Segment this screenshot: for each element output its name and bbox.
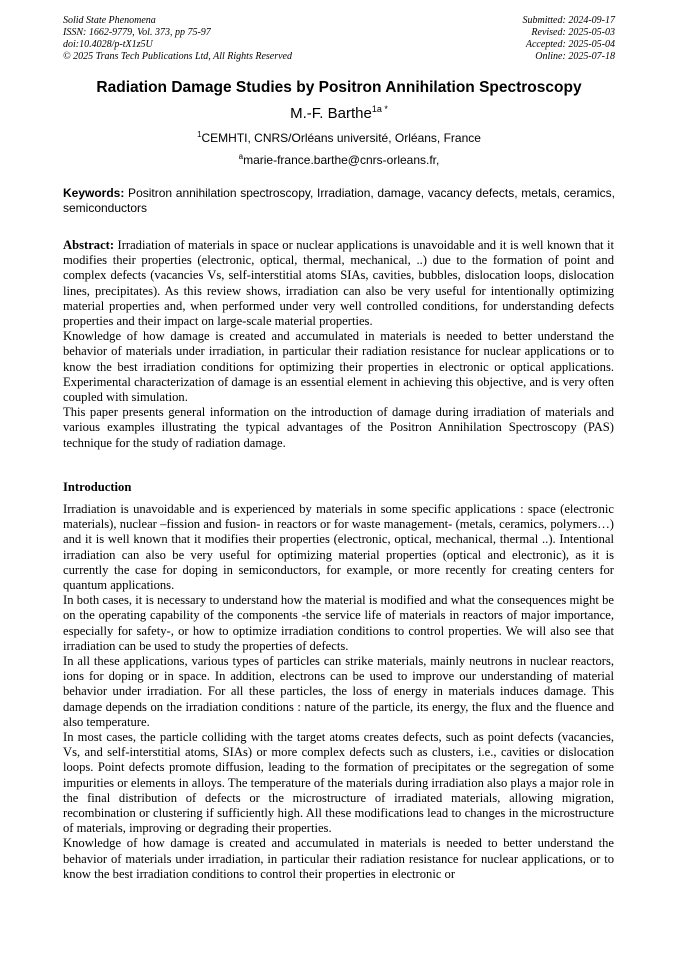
keywords-text: Positron annihilation spectroscopy, Irradiation, damage, vacancy defects, metals, ceramics, semiconductors <box>63 186 615 215</box>
doi: doi:10.4028/p-tX1z5U <box>63 39 153 50</box>
issn-volume: ISSN: 1662-9779, Vol. 373, pp 75-97 <box>63 27 211 38</box>
body-paragraph: In both cases, it is necessary to understand how the material is modified and what the consequences might be on the operating capability of the components -the service life of materials in reactors of major importance, especially for safety-, or how to optimize irradiation conditions to control properties. We will also see that irradiation can be used to study the properties of defects. <box>63 593 614 653</box>
publication-dates <box>523 15 616 63</box>
author-email <box>63 153 615 167</box>
journal-name: Solid State Phenomena <box>63 15 156 26</box>
revised-date: Revised: 2025-05-03 <box>531 27 615 38</box>
body-paragraph: Irradiation is unavoidable and is experienced by materials in some specific applications : space (electronic materials), nuclear –fission and fusion- in reactors or for waste management- (metals, ceramics, polymers…) and it is well known that it modifies their properties (electronic, optical, mechanical, thermal ..). Intentional irradiation can also be very useful for optimizing material properties (optical and electronic), as it is currently the case for doping in semiconductors, for example, or more recently for creating centers for quantum applications. <box>63 502 614 593</box>
accepted-date: Accepted: 2025-05-04 <box>525 39 615 50</box>
section-heading-introduction: Introduction <box>63 480 132 494</box>
paper-title: Radiation Damage Studies by Positron Annihilation Spectroscopy <box>96 79 582 96</box>
email-address[interactable]: marie-france.barthe@cnrs-orleans.fr, <box>243 153 440 167</box>
affiliation-text: CEMHTI, CNRS/Orléans université, Orléans, France <box>201 131 481 145</box>
body-paragraph: In all these applications, various types of particles can strike materials, mainly neutrons in nuclear reactors, ions for doping or in space. In addition, electrons can be used to improve our understanding of material behavior under irradiation. For all these particles, the loss of energy in materials induces damage. This damage depends on the irradiation conditions : nature of the particle, its energy, the flux and the fluence and also temperature. <box>63 654 614 729</box>
author-superscript: 1a * <box>371 104 388 114</box>
email-superscript: a <box>238 152 244 161</box>
keywords <box>63 186 615 216</box>
online-date: Online: 2025-07-18 <box>535 51 615 62</box>
keywords-label: Keywords: <box>63 186 125 200</box>
affiliation <box>63 131 615 145</box>
copyright: © 2025 Trans Tech Publications Ltd, All Rights Reserved <box>63 51 292 62</box>
affiliation-superscript: 1 <box>197 130 202 139</box>
abstract-paragraph <box>63 238 614 329</box>
author-line <box>63 104 615 122</box>
introduction-body <box>63 502 614 882</box>
body-paragraph: In most cases, the particle colliding with the target atoms creates defects, such as point defects (vacancies, Vs, and self-interstitial atoms, SIAs) or more complex defects such as clusters, i.e., cavities or dislocation loops. Point defects promote diffusion, leading to the formation of precipitates or the segregation of some impurities or elements in alloys. The temperature of the materials during irradiation also plays a major role in the final distribution of defects or the microstructure of irradiated materials, allowing migration, recombination or clustering if sufficiently high. All these modifications lead to changes in the microstructure of materials, improving or degrading their properties. <box>63 730 614 836</box>
abstract-paragraph: This paper presents general information on the introduction of damage during irradiation of materials and various examples illustrating the typical advantages of the Positron Annihilation Spectroscopy (PAS) technique for the study of radiation damage. <box>63 405 614 450</box>
abstract-label: Abstract: <box>63 238 115 252</box>
abstract-text: Irradiation of materials in space or nuclear applications is unavoidable and it is well known that it modifies their properties (electronic, optical, thermal, mechanical, ..) due to the formation of point and complex defects (vacancies Vs, self-interstitial atoms SIAs, cavities, bubbles, dislocation loops, dislocation lines, precipitates). As this review shows, irradiation can also be very useful for intentionally optimizing material properties and, when performed under very well controlled conditions, for understanding defects properties and their impact on large-scale material properties. <box>63 238 614 329</box>
author-name: M.-F. Barthe <box>290 105 372 122</box>
abstract-paragraph: Knowledge of how damage is created and accumulated in materials is needed to better understand the behavior of materials under irradiation, in particular their radiation resistance for nuclear applications or to know the best irradiation conditions for optimizing their properties in electronic or optical applications. Experimental characterization of damage is an essential element in achieving this objective, and is very often coupled with simulation. <box>63 329 614 405</box>
submitted-date: Submitted: 2024-09-17 <box>522 15 615 26</box>
abstract <box>63 238 614 451</box>
publication-info <box>63 15 292 63</box>
body-paragraph: Knowledge of how damage is created and accumulated in materials is needed to better understand the behavior of materials under irradiation, in particular their radiation resistance for nuclear applications, or to know the best irradiation conditions to control their properties in electronic or <box>63 836 614 881</box>
